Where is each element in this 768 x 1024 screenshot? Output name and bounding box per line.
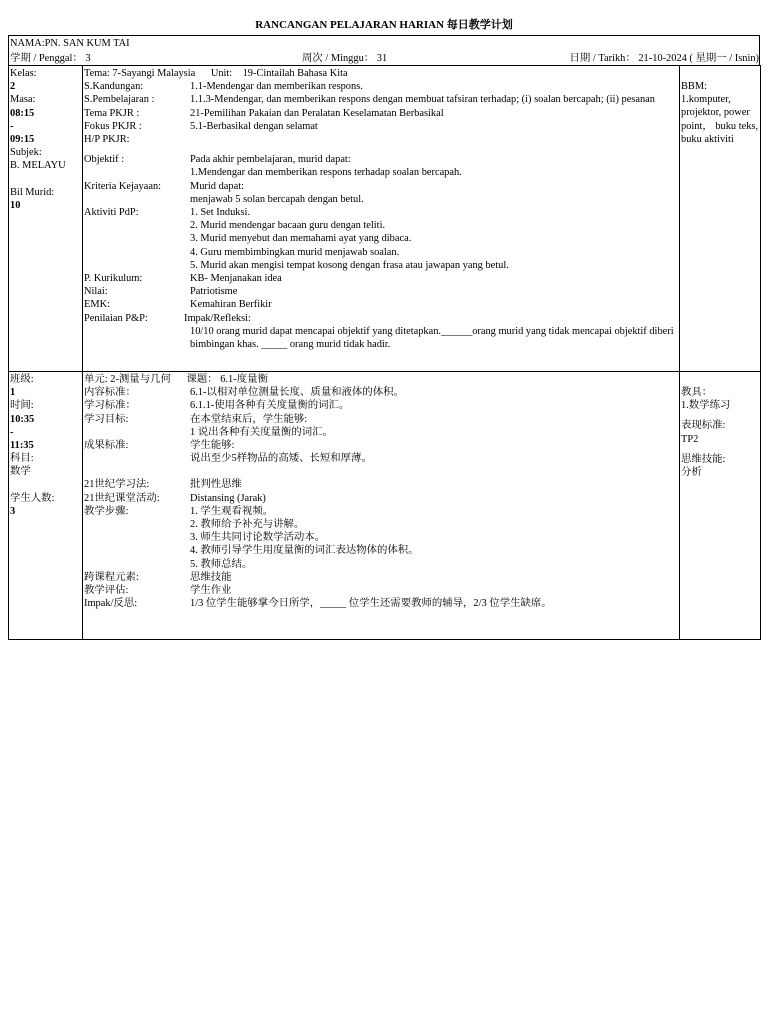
content-row: Tema PKJR : 21-Pemilihan Pakaian dan Peralatan Keselamatan Berbasikal <box>84 107 444 119</box>
time-start: 08:15 <box>10 107 35 119</box>
subject-value: B. MELAYU <box>10 160 66 172</box>
class-label: Kelas: <box>10 68 37 79</box>
cross-curriculum-row: 跨课程元素: 思维技能 <box>84 571 232 583</box>
math-content-cell <box>83 372 680 640</box>
tools-label: 教具： <box>681 387 713 398</box>
class-label: 班级: <box>10 374 34 385</box>
success-line: 说出至少5样物品的高矮、长短和厚薄。 <box>190 453 372 465</box>
performance-value: TP2 <box>681 433 699 445</box>
emk-row: EMK: Kemahiran Berfikir <box>84 299 272 311</box>
meta-row <box>10 52 759 66</box>
materials-value: 1.komputer, projektor, power point， buku teks, buku aktiviti <box>681 94 759 145</box>
subject-value: 数学 <box>10 466 31 478</box>
class-activity-row: 21世纪课堂活动: Distansing (Jarak) <box>84 492 266 504</box>
impact-row: Impak/反思: 1/3 位学生能够掌今日所学，_____ 位学生还需要教师的辅导，2/3 位学生缺席。 <box>84 598 552 610</box>
theme-line <box>84 67 678 80</box>
math-lesson-row <box>9 372 761 640</box>
subject-label: Subjek: <box>10 147 42 159</box>
page-title: RANCANGAN PELAJARAN HARIAN 每日教学计划 <box>255 19 513 31</box>
time-label: Masa: <box>10 94 36 106</box>
student-count-value: 3 <box>10 505 16 517</box>
content-row: 学习目标: 在本堂结束后，学生能够: <box>84 413 308 425</box>
class-value: 2 <box>10 81 16 93</box>
objective-row: Objektif : Pada akhir pembelajaran, murid dapat: <box>84 154 351 166</box>
time-label: 时间: <box>10 400 34 412</box>
content-row: Fokus PKJR : 5.1-Berbasikal dengan selamat <box>84 120 318 132</box>
activity-step: 5. Murid akan mengisi tempat kosong dengan frasa atau jawapan yang betul. <box>190 259 509 271</box>
week-field: 周次 / Minggu： 31 <box>302 53 388 64</box>
teaching-step: 4. 教师引导学生用度量衡的词汇表达物体的体积。 <box>190 545 419 557</box>
tools-value: 1.数学练习 <box>681 400 731 412</box>
bm-content-cell <box>83 66 680 372</box>
student-count-label: Bil Murid: <box>10 186 55 198</box>
activity-row: Aktiviti PdP: 1. Set Induksi. <box>84 207 251 219</box>
student-count-value: 10 <box>10 199 21 211</box>
time-dash: - <box>10 120 14 132</box>
steps-row: 教学步骤: 1. 学生观看视频。 <box>84 505 274 517</box>
teaching-step: 5. 教师总结。 <box>190 558 253 570</box>
lesson-plan-table <box>8 65 761 640</box>
objective-line: 1.Mendengar dan memberikan respons terhadap soalan bercapah. <box>190 167 462 179</box>
term-field: 学期 / Penggal： 3 <box>10 53 91 64</box>
topic-text: 课题： 6.1-度量衡 <box>186 374 268 385</box>
activity-step: 3. Murid menyebut dan memahami ayat yang dibaca. <box>190 233 412 245</box>
activity-step: 2. Murid mendengar bacaan guru dengan teliti. <box>190 220 386 232</box>
content-row: S.Pembelajaran : 1.1.3-Mendengar, dan memberikan respons dengan membuat tafsiran terhadap; (i) soalan bercapah; (ii) pesanan <box>84 94 655 106</box>
student-count-label: 学生人数: <box>10 492 55 504</box>
teaching-step: 3. 师生共同讨论数学活动本。 <box>190 532 326 544</box>
teaching-step: 2. 教师给予补充与讲解。 <box>190 519 305 531</box>
content-row: S.Kandungan: 1.1-Mendengar dan memberikan respons. <box>84 81 363 93</box>
math-info-cell <box>9 372 83 640</box>
content-row: 1 说出各种有关度量衡的词汇。 <box>190 426 333 438</box>
thinking-label: 思维技能: <box>681 453 726 465</box>
curriculum-row: P. Kurikulum: KB- Menjanakan idea <box>84 273 282 285</box>
teacher-name: NAMA:PN. SAN KUM TAI <box>10 38 130 49</box>
evaluation-row: 教学评估: 学生作业 <box>84 585 232 597</box>
bm-lesson-row <box>9 66 761 372</box>
value-row: Nilai: Patriotisme <box>84 286 238 298</box>
content-row: H/P PKJR: <box>84 134 130 146</box>
reflection-text: 10/10 orang murid dapat mencapai objektif yang ditetapkan.______orang murid yang tidak mencapai objektif diberi bimbingan khas. _____ orang murid tidak hadir. <box>190 325 674 351</box>
criteria-line: menjawab 5 solan bercapah dengan betul. <box>190 193 364 205</box>
success-row: 成果标准: 学生能够: <box>84 440 235 452</box>
activity-step: 4. Guru membimbingkan murid menjawab soalan. <box>190 246 400 258</box>
class-value: 1 <box>10 387 16 399</box>
header-box <box>8 35 760 65</box>
date-field: 日期 / Tarikh： 21-10-2024 ( 星期一 / Isnin) <box>569 53 759 64</box>
bm-info-cell <box>9 66 83 372</box>
time-start: 10:35 <box>10 413 35 425</box>
criteria-row: Kriteria Kejayaan: Murid dapat: <box>84 180 244 192</box>
bm-materials-cell <box>680 66 761 372</box>
content-row: 内容标准： 6.1-以相对单位测量长度、质量和液体的体积。 <box>84 387 404 399</box>
unit-label: Unit: <box>210 68 233 79</box>
thinking-value: 分析 <box>681 467 702 479</box>
unit-text: 单元: 2-测量与几何 <box>84 374 171 385</box>
performance-label: 表现标准: <box>681 420 726 432</box>
time-dash: - <box>10 426 14 438</box>
learning-method-row: 21世纪学习法: 批判性思维 <box>84 479 242 491</box>
assessment-row: Penilaian P&P: Impak/Refleksi: <box>84 312 251 324</box>
unit-line <box>84 373 678 386</box>
materials-label: BBM: <box>681 81 707 92</box>
theme-text: Tema: 7-Sayangi Malaysia <box>84 68 196 79</box>
content-row: 学习标准： 6.1.1-使用各种有关度量衡的词汇。 <box>84 400 350 412</box>
time-end: 09:15 <box>10 134 35 146</box>
subject-label: 科目: <box>10 453 34 465</box>
math-materials-cell <box>680 372 761 640</box>
unit-text: 19-Cintailah Bahasa Kita <box>242 68 348 79</box>
time-end: 11:35 <box>10 440 34 452</box>
